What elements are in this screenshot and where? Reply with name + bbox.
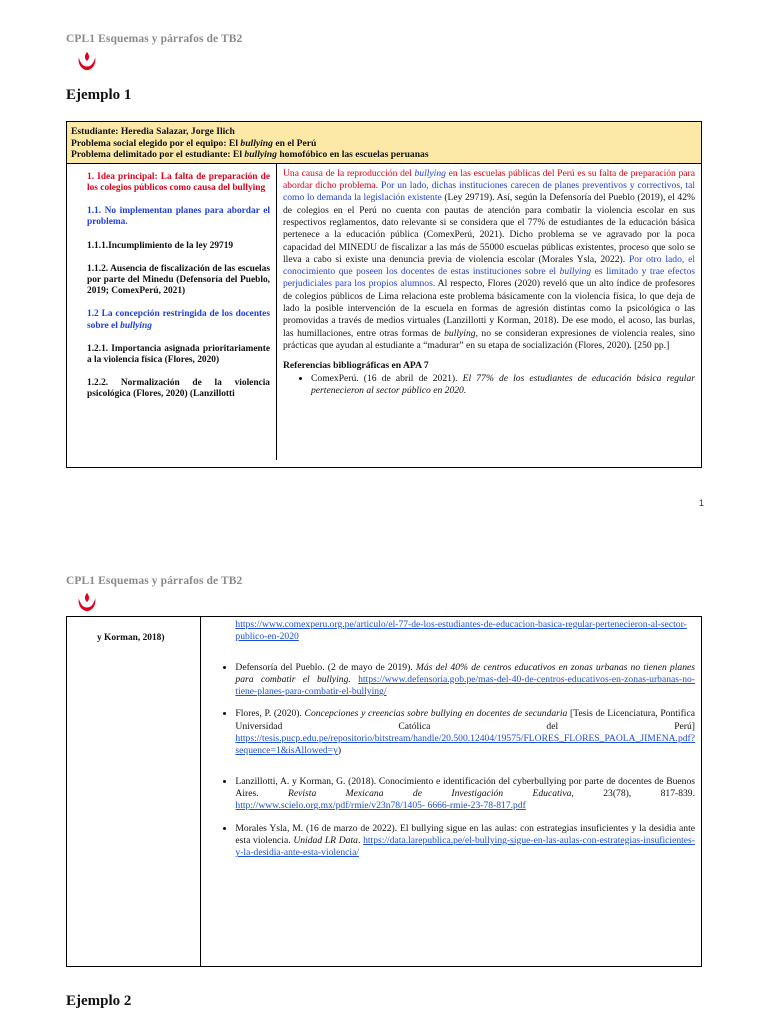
reference-item: • Defensoría del Pueblo. (2 de mayo de 2019). Más del 40% de centros educativos en zonas urbanas no tienen planes para combatir el bullying. https://www.defensoria.gob.pe/mas-del-40-de-centros-educativos-en-zonas-urbanas-no-tiene-planes-para-combatir-el-bullying/ — [235, 662, 695, 699]
page-header: CPL1 Esquemas y párrafos de TB2 — [66, 575, 243, 587]
page-header: CPL1 Esquemas y párrafos de TB2 — [66, 33, 243, 45]
outline-column — [67, 164, 277, 460]
argument-paragraph: Una causa de la reproducción del bullying en las escuelas públicas del Perú es su falta de preparación para abordar dicho problema. Por un lado, dichas instituciones carecen de planes preventivos y correctivos, tal como lo demanda la legislación existente (Ley 29719). Así, según la Defensoría del Pueblo (2019), el 42% de colegios en el Perú no cuenta con pautas de atención para combatir la violencia escolar en sus respectivos reglamentos, dato relevante si se considera que el 77% de estudiantes de la educación básica pertenece a la educación pública (ComexPerú, 2021). Dicho problema se ve agravado por la poca capacidad del MINEDU de fiscalizar a las más de 55000 escuelas públicas existentes, proceso que solo se lleva a cabo si existe una denuncia previa de violencia escolar (Morales Ysla, 2022). Por otro lado, el conocimiento que poseen los docentes de estas instituciones sobre el bullying es limitado y trae efectos perjudiciales para los propios alumnos. Al respecto, Flores (2020) reveló que un alto índice de profesores de colegios públicos de Lima relaciona este problema básicamente con la violencia física, lo que deja de lado la posible intervención de la escuela en formas de agresión distintas como la psicológica o las promovidas a través de medios virtuales (Lanzillotti y Korman, 2018). De ese modo, el acoso, las burlas, las humillaciones, entre otras formas de bullying, no se consideran expresiones de violencia reales, sino prácticas que ayudan al estudiante a “madurar” en su etapa de socialización (Flores, 2020). [250 pp.] — [283, 167, 696, 351]
subidea-1-1-1: 1.1.1.Incumplimiento de la ley 29719 — [87, 240, 234, 251]
reference-item: • Lanzillotti, A. y Korman, G. (2018). Conocimiento e identificación del cyberbullying por parte de docentes de Buenos Aires. Revista Mexicana de Investigación Educativa, 23(78), 817-839. http://www.scielo.org.mx/pdf/rmie/v23n78/1405- 6666-rmie-23-78-817.pdf — [235, 776, 695, 813]
main-idea: 1. Idea principal: La falta de preparación de los colegios públicos como causa del bullying — [87, 171, 270, 193]
references-heading: Referencias bibliográficas en APA 7 — [283, 360, 429, 372]
subidea-1-2-2: 1.2.2. Normalización de la violencia psicológica (Flores, 2020) (Lanzillotti — [87, 378, 270, 400]
outline-column — [67, 617, 201, 966]
subidea-1-1-2: 1.1.2. Ausencia de fiscalización de las escuelas por parte del Minedu (Defensoría del Pueblo, 2019; ComexPerú, 2021) — [87, 263, 270, 297]
reference-link[interactable]: https://www.defensoria.gob.pe/mas-del-40-de-centros-educativos-en-zonas-urbanas-no-tiene-planes-para-combatir-el-bullying/ — [235, 673, 695, 698]
subidea-1-1: 1.1. No implementan planes para abordar el problema. — [87, 206, 270, 228]
example-title: Ejemplo 1 — [66, 87, 132, 103]
student-name: Estudiante: Heredia Salazar, Jorge Ilich — [71, 126, 235, 137]
example-title: Ejemplo 2 — [66, 993, 132, 1009]
university-logo-icon — [76, 591, 98, 613]
student-info-box — [67, 122, 701, 164]
reference-link[interactable]: https://data.larepublica.pe/el-bullying-sigue-en-las-aulas-con-estrategias-insuficientes-y-la-desidia-ante-esta-violencia/ — [235, 834, 695, 859]
social-problem: Problema social elegido por el equipo: El bullying en el Perú — [71, 137, 317, 149]
reference-item — [235, 619, 695, 644]
delimited-problem: Problema delimitado por el estudiante: El bullying homofóbico en las escuelas peruanas — [71, 149, 429, 161]
outline-continuation: y Korman, 2018) — [97, 633, 165, 643]
reference-link[interactable]: http://www.scielo.org.mx/pdf/rmie/v23n78/1405- 6666-rmie-23-78-817.pdf — [235, 800, 526, 812]
references-column — [201, 617, 701, 966]
page-number: 1 — [698, 498, 704, 508]
reference-link[interactable]: https://www.comexperu.org.pe/articulo/el-77-de-los-estudiantes-de-educacion-basica-regular-pertenecieron-al-sector-publico-en-2020 — [235, 619, 687, 643]
subidea-1-2-1: 1.2.1. Importancia asignada prioritariamente a la violencia física (Flores, 2020) — [87, 343, 270, 366]
reference-link[interactable]: https://tesis.pucp.edu.pe/repositorio/bitstream/handle/20.500.12404/19575/FLORES_FLORES_PAOLA_JIMENA.pdf?sequence=1&isAllowed=y — [235, 733, 695, 757]
schema-table — [66, 121, 702, 468]
reference-item: • Morales Ysla, M. (16 de marzo de 2022). El bullying sigue en las aulas: con estrategias insuficientes y la desidia ante esta violencia. Unidad LR Data. https://data.larepublica.pe/el-bullying-sigue-en-las-aulas-con-estrategias-insuficientes-y-la-desidia-ante-esta-violencia/ — [235, 823, 695, 860]
paragraph-column — [277, 164, 701, 460]
schema-table-continued — [66, 616, 702, 967]
subidea-1-2: 1.2 La concepción restringida de los docentes sobre el bullying — [87, 309, 270, 331]
university-logo-icon — [76, 50, 98, 72]
reference-item: • ComexPerú. (16 de abril de 2021). El 77% de los estudiantes de educación básica regular pertenecieron al sector público en 2020. — [311, 373, 695, 398]
reference-item: • Flores, P. (2020). Concepciones y creencias sobre bullying en docentes de secundaria [Tesis de Licenciatura, Pontifica Universidad Católica del Perú] https://tesis.pucp.edu.pe/repositorio/bitstream/handle/20.500.12404/19575/FLORES_FLORES_PAOLA_JIMENA.pdf?sequence=1&isAllowed=y) — [235, 708, 695, 757]
